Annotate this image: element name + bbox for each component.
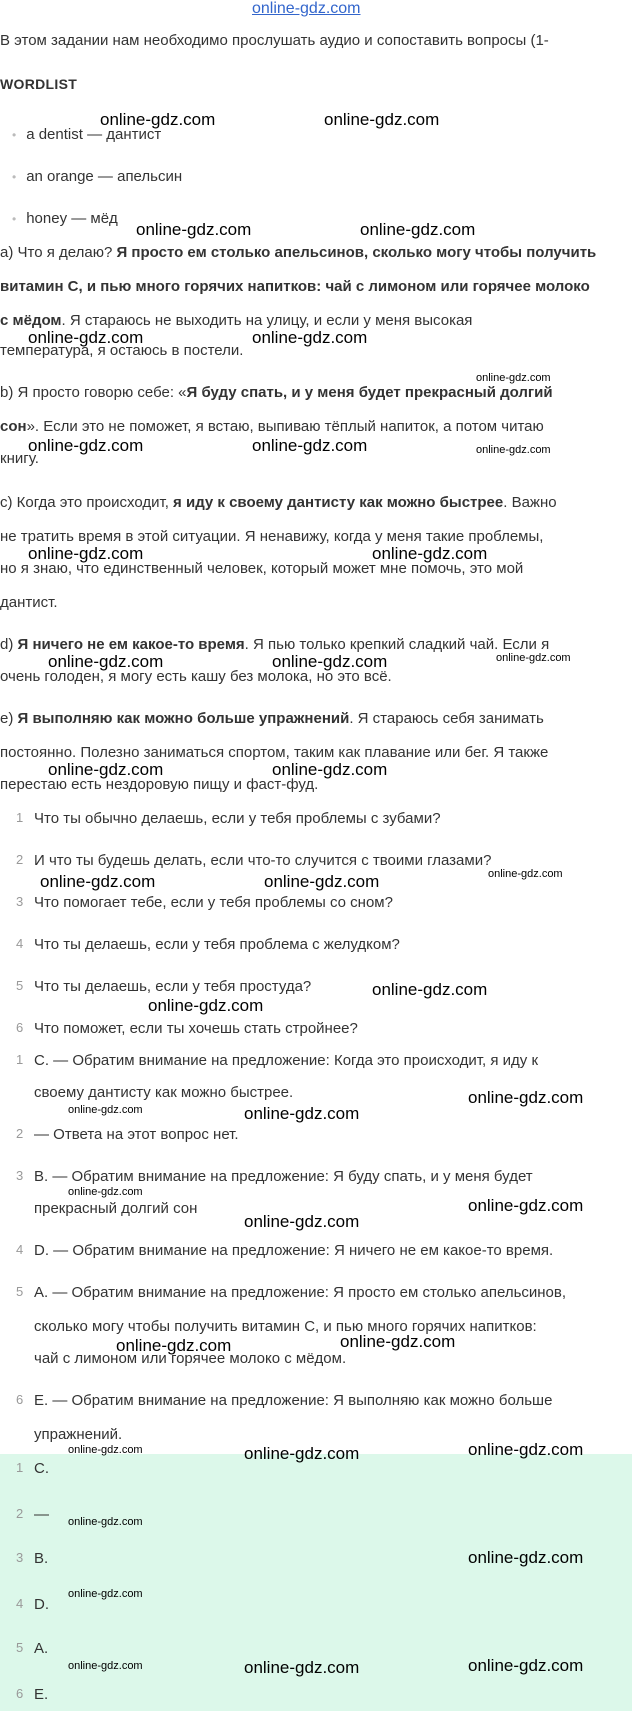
- explanation-line: сколько могу чтобы получить витамин С, и пью много горячих напитков:: [34, 1318, 537, 1335]
- explanation-line: упражнений.: [34, 1426, 123, 1443]
- watermark: online-gdz.com: [496, 652, 571, 664]
- item-number: 2: [16, 1126, 24, 1141]
- item-number: 2: [16, 1506, 24, 1521]
- item-number: 3: [16, 1550, 24, 1565]
- answer-text: B.: [34, 1550, 49, 1567]
- watermark: online-gdz.com: [252, 436, 368, 455]
- watermark: online-gdz.com: [468, 1656, 584, 1675]
- paragraph-line: с мёдом. Я стараюсь не выходить на улицу, и если у меня высокая: [0, 312, 473, 329]
- watermark: online-gdz.com: [252, 328, 368, 347]
- item-number: 6: [16, 1020, 24, 1035]
- item-number: 1: [16, 810, 24, 825]
- answer-text: C.: [34, 1460, 49, 1477]
- explanation-line: — Ответа на этот вопрос нет.: [34, 1126, 239, 1143]
- watermark: online-gdz.com: [372, 544, 488, 563]
- watermark: online-gdz.com: [28, 544, 144, 563]
- header-link[interactable]: online-gdz.com: [252, 0, 361, 17]
- question-text: Что помогает тебе, если у тебя проблемы со сном?: [34, 894, 393, 911]
- watermark: online-gdz.com: [264, 872, 380, 891]
- explanation-line: прекрасный долгий сон: [34, 1200, 198, 1217]
- watermark: online-gdz.com: [244, 1444, 360, 1463]
- watermark: online-gdz.com: [68, 1516, 143, 1528]
- watermark: online-gdz.com: [68, 1660, 143, 1672]
- item-number: 5: [16, 978, 24, 993]
- answer-text: A.: [34, 1640, 49, 1657]
- watermark: online-gdz.com: [116, 1336, 232, 1355]
- watermark: online-gdz.com: [136, 220, 252, 239]
- item-number: 4: [16, 1596, 24, 1611]
- item-number: 5: [16, 1284, 24, 1299]
- bullet-icon: •: [12, 212, 17, 226]
- question-text: Что ты делаешь, если у тебя простуда?: [34, 978, 312, 995]
- paragraph-line: c) Когда это происходит, я иду к своему дантисту как можно быстрее. Важно: [0, 494, 557, 511]
- paragraph-line: не тратить время в этой ситуации. Я ненавижу, когда у меня такие проблемы,: [0, 528, 544, 545]
- answer-text: D.: [34, 1596, 49, 1613]
- watermark: online-gdz.com: [468, 1548, 584, 1567]
- paragraph-line: e) Я выполняю как можно больше упражнений. Я стараюсь себя занимать: [0, 710, 544, 727]
- watermark: online-gdz.com: [40, 872, 156, 891]
- bullet-icon: •: [12, 170, 17, 184]
- watermark: online-gdz.com: [468, 1196, 584, 1215]
- watermark: online-gdz.com: [68, 1588, 143, 1600]
- item-number: 4: [16, 1242, 24, 1257]
- paragraph-line: книгу.: [0, 450, 39, 467]
- paragraph-line: b) Я просто говорю себе: «Я буду спать, и у меня будет прекрасный долгий: [0, 384, 553, 401]
- watermark: online-gdz.com: [28, 328, 144, 347]
- watermark: online-gdz.com: [468, 1088, 584, 1107]
- item-number: 1: [16, 1460, 24, 1475]
- watermark: online-gdz.com: [476, 444, 551, 456]
- bullet-icon: •: [12, 128, 17, 142]
- paragraph-line: d) Я ничего не ем какое-то время. Я пью только крепкий сладкий чай. Если я: [0, 636, 550, 653]
- item-number: 6: [16, 1392, 24, 1407]
- wordlist-title: WORDLIST: [0, 76, 78, 92]
- answer-text: E.: [34, 1686, 49, 1703]
- watermark: online-gdz.com: [48, 652, 164, 671]
- watermark: online-gdz.com: [360, 220, 476, 239]
- explanation-line: чай с лимоном или горячее молоко с мёдом.: [34, 1350, 347, 1367]
- item-number: 2: [16, 852, 24, 867]
- answer-text: —: [34, 1506, 49, 1523]
- paragraph-line: a) Что я делаю? Я просто ем столько апельсинов, сколько могу чтобы получить: [0, 244, 597, 261]
- question-text: И что ты будешь делать, если что-то случится с твоими глазами?: [34, 852, 492, 869]
- watermark: online-gdz.com: [468, 1440, 584, 1459]
- paragraph-line: но я знаю, что единственный человек, который может мне помочь, это мой: [0, 560, 524, 577]
- item-number: 1: [16, 1052, 24, 1067]
- question-text: Что ты делаешь, если у тебя проблема с желудком?: [34, 936, 400, 953]
- watermark: online-gdz.com: [68, 1186, 143, 1198]
- paragraph-line: температура, я остаюсь в постели.: [0, 342, 244, 359]
- wordlist-item-text: an orange — апельсин: [26, 168, 183, 185]
- question-text: Что ты обычно делаешь, если у тебя проблемы с зубами?: [34, 810, 441, 827]
- intro-text: В этом задании нам необходимо прослушать аудио и сопоставить вопросы (1-: [0, 32, 549, 49]
- explanation-line: E. — Обратим внимание на предложение: Я выполняю как можно больше: [34, 1392, 553, 1409]
- watermark: online-gdz.com: [272, 652, 388, 671]
- watermark: online-gdz.com: [148, 996, 264, 1015]
- watermark: online-gdz.com: [272, 760, 388, 779]
- item-number: 3: [16, 1168, 24, 1183]
- watermark: online-gdz.com: [68, 1444, 143, 1456]
- watermark: online-gdz.com: [48, 760, 164, 779]
- paragraph-line: очень голоден, я могу есть кашу без молока, но это всё.: [0, 668, 392, 685]
- watermark: online-gdz.com: [244, 1212, 360, 1231]
- explanation-line: своему дантисту как можно быстрее.: [34, 1084, 294, 1101]
- wordlist-item: [12, 168, 182, 185]
- paragraph-line: сон». Если это не поможет, я встаю, выпиваю тёплый напиток, а потом читаю: [0, 418, 544, 435]
- explanation-line: C. — Обратим внимание на предложение: Когда это происходит, я иду к: [34, 1052, 539, 1069]
- question-text: Что поможет, если ты хочешь стать стройнее?: [34, 1020, 358, 1037]
- item-number: 3: [16, 894, 24, 909]
- watermark: online-gdz.com: [244, 1658, 360, 1677]
- item-number: 6: [16, 1686, 24, 1701]
- item-number: 5: [16, 1640, 24, 1655]
- paragraph-line: витамин С, и пью много горячих напитков: чай с лимоном или горячее молоко: [0, 278, 590, 295]
- explanation-line: B. — Обратим внимание на предложение: Я буду спать, и у меня будет: [34, 1168, 533, 1185]
- explanation-line: A. — Обратим внимание на предложение: Я просто ем столько апельсинов,: [34, 1284, 567, 1301]
- paragraph-line: перестаю есть нездоровую пищу и фаст-фуд.: [0, 776, 319, 793]
- wordlist-item-text: honey — мёд: [26, 210, 118, 227]
- watermark: online-gdz.com: [476, 372, 551, 384]
- wordlist-item: [12, 210, 118, 227]
- paragraph-line: постоянно. Полезно заниматься спортом, таким как плавание или бег. Я также: [0, 744, 549, 761]
- watermark: online-gdz.com: [340, 1332, 456, 1351]
- watermark: online-gdz.com: [68, 1104, 143, 1116]
- watermark: online-gdz.com: [324, 110, 440, 129]
- watermark: online-gdz.com: [372, 980, 488, 999]
- watermark: online-gdz.com: [100, 110, 216, 129]
- watermark: online-gdz.com: [488, 868, 563, 880]
- explanation-line: D. — Обратим внимание на предложение: Я ничего не ем какое-то время.: [34, 1242, 554, 1259]
- item-number: 4: [16, 936, 24, 951]
- wordlist-item-text: a dentist — дантист: [26, 126, 162, 143]
- watermark: online-gdz.com: [244, 1104, 360, 1123]
- watermark: online-gdz.com: [28, 436, 144, 455]
- paragraph-line: дантист.: [0, 594, 58, 611]
